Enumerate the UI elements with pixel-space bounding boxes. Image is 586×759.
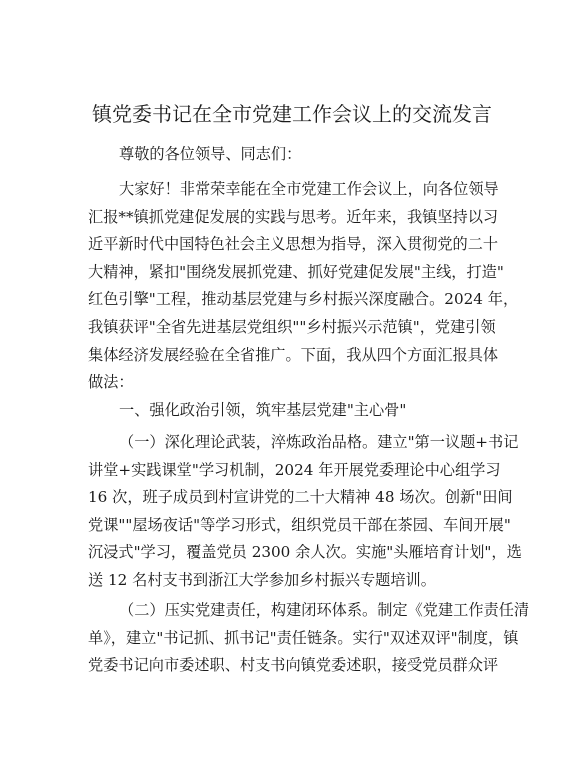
paragraph-line: 近平新时代中国特色社会主义思想为指导，深入贯彻党的二十 bbox=[88, 235, 499, 254]
paragraph-line: 讲堂+实践课堂"学习机制，2024 年开展党委理论中心组学习 bbox=[88, 460, 501, 479]
paragraph-line: （一）深化理论武装，淬炼政治品格。建立"第一议题+书记 bbox=[119, 433, 519, 451]
paragraph-line: 单》，建立"书记抓、抓书记"责任链条。实行"双述双评"制度，镇 bbox=[88, 628, 519, 647]
section-heading-1 bbox=[88, 397, 502, 425]
paragraph-line: 集体经济发展经验在全省推广。下面，我从四个方面汇报具体 bbox=[88, 345, 499, 364]
paragraph-line: 党委书记向市委述职、村支书向镇党委述职，接受党员群众评 bbox=[88, 656, 499, 675]
paragraph-line: 沉浸式"学习，覆盖党员 2300 余人次。实施"头雁培育计划"，选 bbox=[88, 543, 522, 562]
salutation bbox=[88, 141, 502, 169]
salutation-line: 尊敬的各位领导、同志们： bbox=[119, 145, 302, 163]
paragraph-1-1 bbox=[88, 429, 522, 595]
paragraph-intro bbox=[88, 176, 519, 397]
paragraph-line: 做法： bbox=[88, 373, 134, 392]
paragraph-line: （二）压实党建责任，构建闭环体系。制定《党建工作责任清 bbox=[119, 601, 530, 619]
paragraph-line: 我镇获评"全省先进基层党组织""乡村振兴示范镇"，党建引领 bbox=[88, 317, 496, 336]
paragraph-line: 大精神，紧扣"围绕发展抓党建、抓好党建促发展"主线，打造" bbox=[88, 262, 504, 281]
paragraph-line: 大家好！非常荣幸能在全市党建工作会议上，向各位领导 bbox=[119, 180, 499, 198]
paragraph-line: 党课""屋场夜话"等学习形式，组织党员干部在茶园、车间开展" bbox=[88, 515, 511, 534]
document-title: 镇党委书记在全市党建工作会议上的交流发言 bbox=[92, 102, 492, 126]
paragraph-1-2 bbox=[88, 597, 530, 680]
section-heading-line: 一、强化政治引领，筑牢基层党建"主心骨" bbox=[119, 401, 407, 419]
paragraph-line: 16 次，班子成员到村宣讲党的二十大精神 48 场次。创新"田间 bbox=[88, 488, 513, 507]
paragraph-line: 汇报**镇抓党建促发展的实践与思考。近年来，我镇坚持以习 bbox=[88, 207, 499, 226]
paragraph-line: 送 12 名村支书到浙江大学参加乡村振兴专题培训。 bbox=[88, 570, 436, 589]
paragraph-line: 红色引擎"工程，推动基层党建与乡村振兴深度融合。2024 年， bbox=[88, 290, 519, 309]
